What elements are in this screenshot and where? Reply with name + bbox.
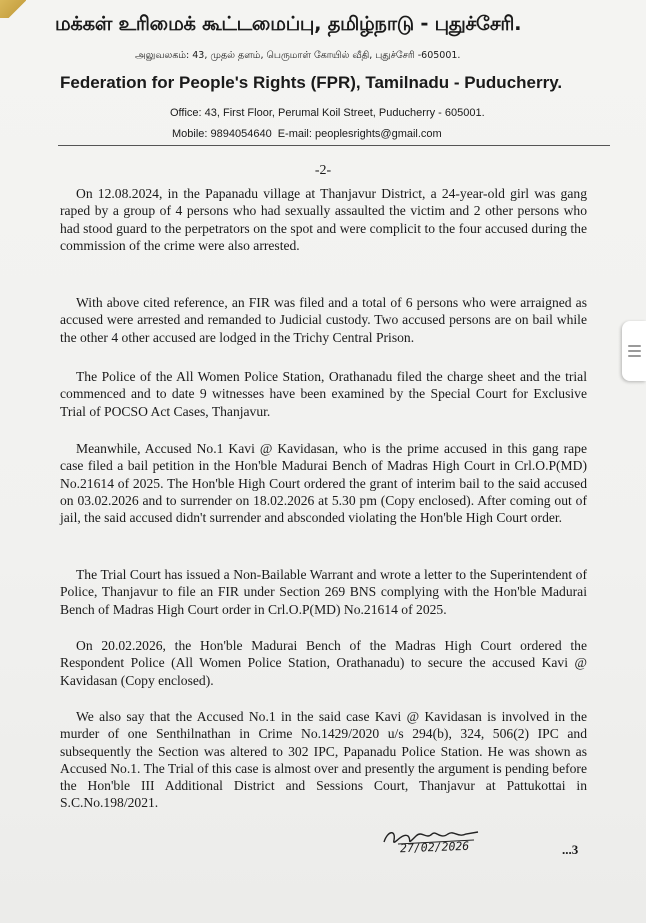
letterhead-office-address: Office: 43, First Floor, Perumal Koil Street, Puducherry - 605001.	[170, 107, 485, 119]
paragraph-5: The Trial Court has issued a Non-Bailable Warrant and wrote a letter to the Superintendent of Police, Thanjavur to file an FIR under Section 269 BNS complying with the Hon'ble Madurai Bench of Madras High Court order in Crl.O.P(MD) No.21614 of 2025.	[60, 567, 587, 617]
paragraph-4: Meanwhile, Accused No.1 Kavi @ Kavidasan, who is the prime accused in this gang rape case filed a bail petition in the Hon'ble Madurai Bench of Madras High Court in Crl.O.P(MD) No.21614 of 2025. The Hon'ble High Court ordered the grant of interim bail to the said accused on 03.02.2026 and to surrender on 18.02.2026 at 5.30 pm (Copy enclosed). After coming out of jail, the said accused didn't surrender and absconded violating the Hon'ble High Court order.	[60, 441, 587, 526]
letterhead-email: E-mail: peoplesrights@gmail.com	[277, 128, 442, 140]
handle-line-icon	[628, 345, 641, 347]
letterhead-org-name: Federation for People's Rights (FPR), Tamilnadu - Puducherry.	[60, 73, 563, 92]
letterhead-tamil-address: அலுவலகம்: 43, முதல் தளம், பெருமாள் கோயில் வீதி, புதுச்சேரி -605001.	[135, 50, 461, 61]
letterhead-contact	[172, 128, 612, 140]
handle-line-icon	[628, 350, 641, 352]
side-drawer-handle[interactable]	[622, 321, 646, 381]
page-corner-fold	[0, 0, 26, 18]
paragraph-3: The Police of the All Women Police Station, Orathanadu filed the charge sheet and the trial commenced and to date 9 witnesses have been examined by the Special Court for Exclusive Trial of POCSO Act Cases, Thanjavur.	[60, 369, 587, 419]
page-number: -2-	[314, 163, 332, 178]
header-divider	[58, 145, 610, 146]
paragraph-6: On 20.02.2026, the Hon'ble Madurai Bench of the Madras High Court ordered the Respondent Police (All Women Police Station, Orathanadu) to secure the accused Kavi @ Kavidasan (Copy enclosed).	[60, 638, 587, 688]
continuation-marker: ...3	[562, 842, 579, 857]
letterhead-mobile: Mobile: 9894054640	[172, 128, 272, 140]
letterhead-tamil-title: மக்கள் உரிமைக் கூட்டமைப்பு, தமிழ்நாடு - புதுச்சேரி.	[55, 12, 522, 35]
paragraph-2: With above cited reference, an FIR was filed and a total of 6 persons who were arraigned as accused were arrested and remanded to Judicial custody. Two accused persons are on bail while the other 4 other accused are lodged in the Trichy Central Prison.	[60, 295, 587, 345]
signature-date: 27/02/2026	[399, 838, 470, 856]
paragraph-7: We also say that the Accused No.1 in the said case Kavi @ Kavidasan is involved in the murder of one Senthilnathan in Crime No.1429/2020 u/s 294(b), 324, 506(2) IPC and subsequently the Section was altered to 302 IPC, Papanadu Police Station. He was shown as Accused No.1. The Trial of this case is almost over and presently the argument is pending before the Hon'ble III Additional District and Sessions Court, Thanjavur at Pattukottai in S.C.No.198/2021.	[60, 709, 587, 811]
handle-line-icon	[628, 355, 641, 357]
paragraph-1: On 12.08.2024, in the Papanadu village at Thanjavur District, a 24-year-old girl was gang raped by a group of 4 persons who had sexually assaulted the victim and 2 other persons who had stood guard to the perpetrators on the spot and were complicit to the four accused during the commission of the crime were also arrested.	[60, 186, 587, 253]
